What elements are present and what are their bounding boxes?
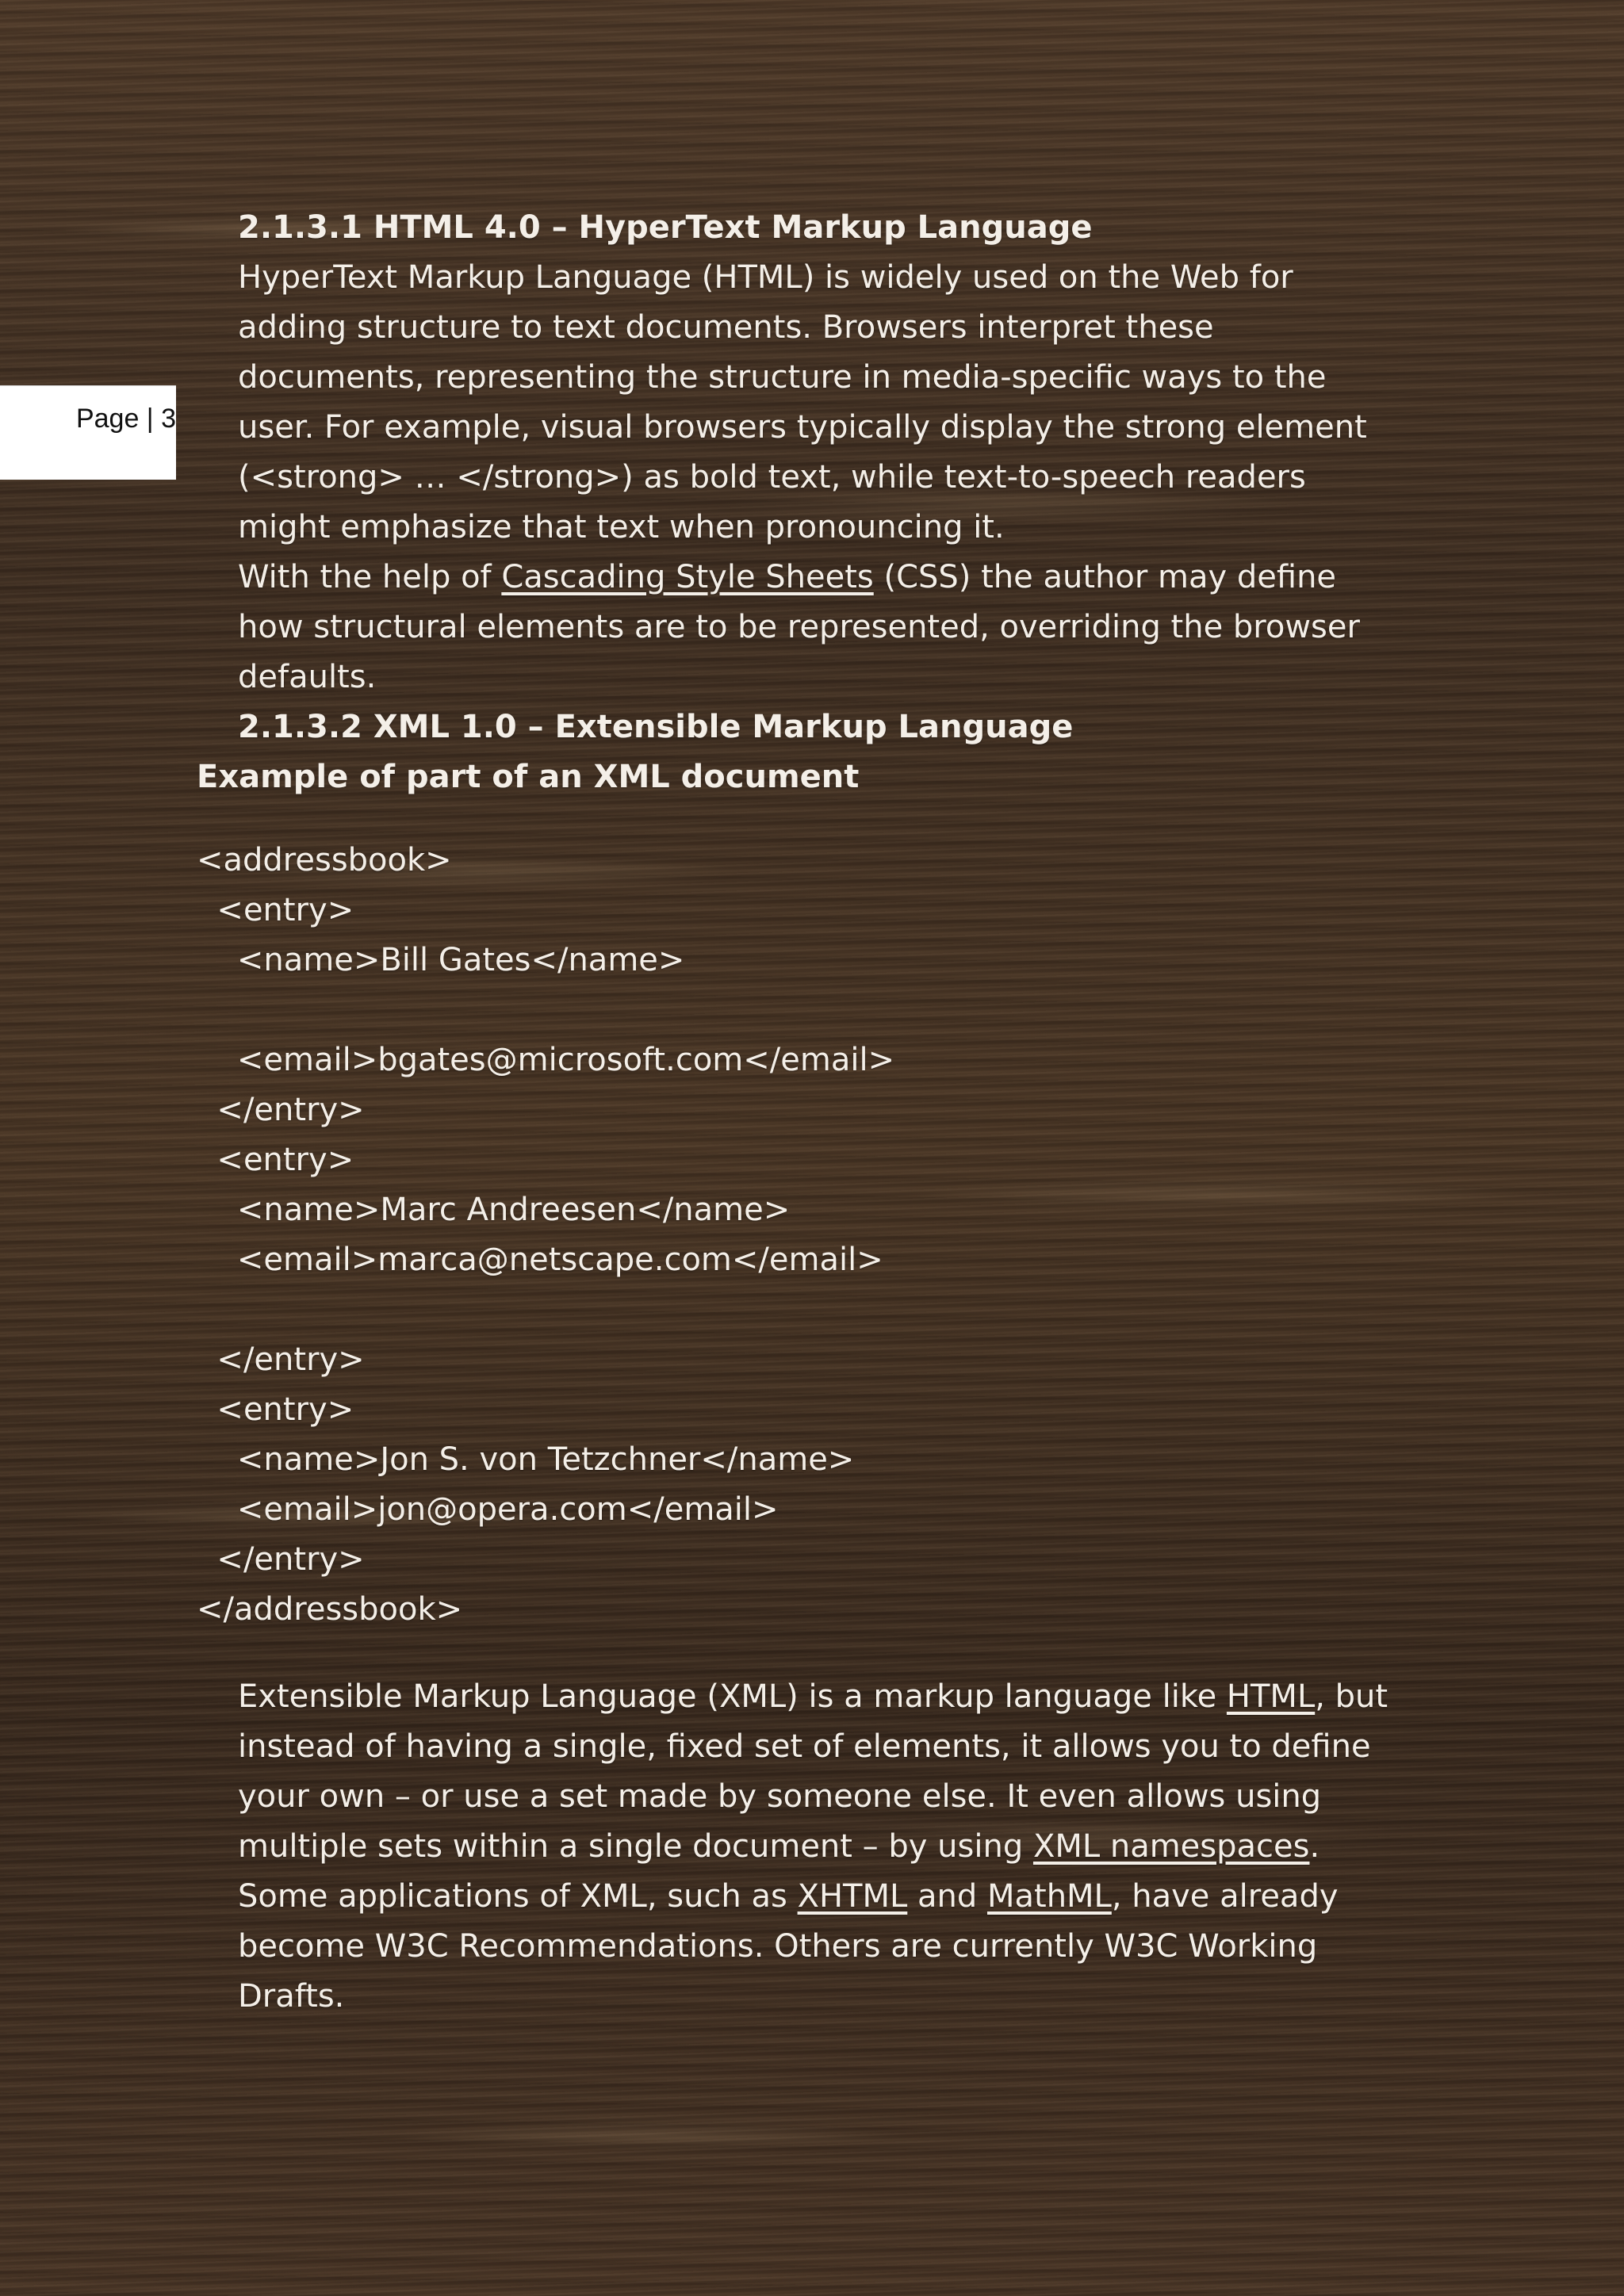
xml-code-line: </entry> [197,1541,365,1578]
mathml-link[interactable]: MathML [986,1878,1112,1915]
paragraph-line: instead of having a single, fixed set of elements, it allows you to define [238,1728,1371,1765]
page-number: Page | 3 [75,404,176,434]
xml-code-line: <name>Marc Andreesen</name> [197,1192,791,1228]
paragraph-line: become W3C Recommendations. Others are currently W3C Working [238,1928,1318,1965]
xml-code-line: <name>Bill Gates</name> [197,942,685,978]
xml-namespaces-link[interactable]: XML namespaces [1032,1828,1310,1865]
paragraph-line: With the help of Cascading Style Sheets (CSS) the author may define [238,559,1337,595]
xml-code-line: </addressbook> [197,1591,463,1628]
page-number-tab [0,385,176,480]
xml-code-line: </entry> [197,1092,365,1128]
paragraph-line: Extensible Markup Language (XML) is a markup language like HTML, but [238,1678,1388,1715]
xml-code-line: <name>Jon S. von Tetzchner</name> [197,1441,855,1478]
xml-code-line: </entry> [197,1341,365,1378]
paragraph-line: defaults. [238,659,377,695]
paragraph-line: adding structure to text documents. Browsers interpret these [238,309,1214,346]
paragraph-line: (<strong> … </strong>) as bold text, while text-to-speech readers [238,459,1306,496]
xml-code-line: <email>marca@netscape.com</email> [197,1242,883,1278]
xml-code-line: <entry> [197,1391,354,1428]
css-link[interactable]: Cascading Style Sheets [501,559,874,595]
example-subheading: Example of part of an XML document [197,759,860,795]
paragraph-line: your own – or use a set made by someone else. It even allows using [238,1778,1322,1815]
paragraph-line: HyperText Markup Language (HTML) is widely used on the Web for [238,259,1293,296]
paragraph-line: Some applications of XML, such as XHTML and MathML, have already [238,1878,1339,1915]
paragraph-line: how structural elements are to be represented, overriding the browser [238,609,1360,645]
html-link[interactable]: HTML [1226,1678,1316,1715]
section-heading-html: 2.1.3.1 HTML 4.0 – HyperText Markup Language [238,209,1093,246]
paragraph-line: user. For example, visual browsers typically display the strong element [238,409,1367,446]
xhtml-link[interactable]: XHTML [797,1878,908,1915]
xml-code-line: <email>jon@opera.com</email> [197,1491,779,1528]
section-heading-xml: 2.1.3.2 XML 1.0 – Extensible Markup Language [238,709,1074,745]
paragraph-line: might emphasize that text when pronouncing it. [238,509,1005,545]
xml-code-line: <addressbook> [197,842,452,878]
xml-code-line: <email>bgates@microsoft.com</email> [197,1042,895,1078]
paragraph-line: Drafts. [238,1978,345,2015]
xml-code-line: <entry> [197,1142,354,1178]
xml-code-line: <entry> [197,892,354,928]
paragraph-line: multiple sets within a single document – by using XML namespaces. [238,1828,1320,1865]
paragraph-line: documents, representing the structure in media-specific ways to the [238,359,1327,396]
